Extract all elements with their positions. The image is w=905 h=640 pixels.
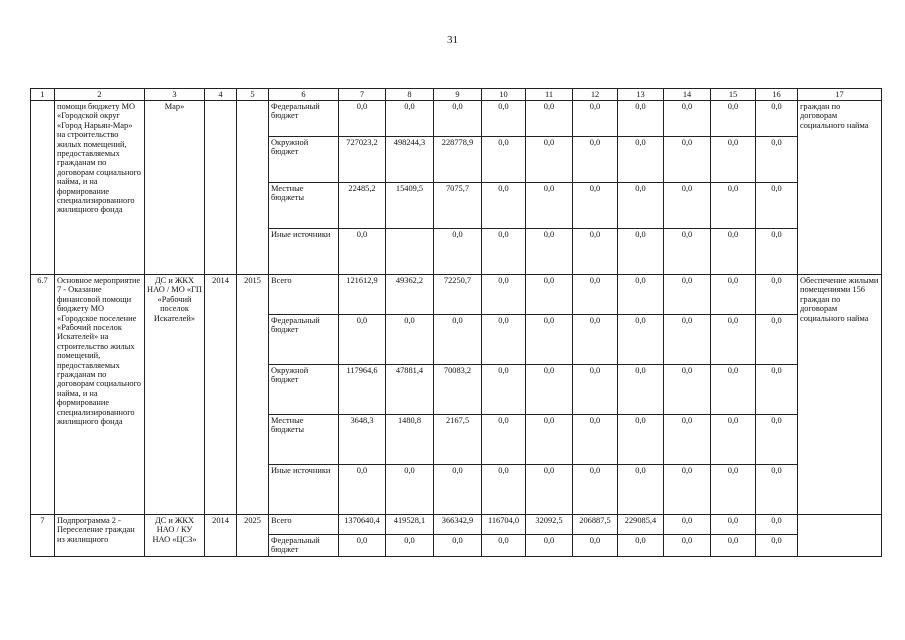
amount-cell: 0,0 bbox=[573, 137, 618, 183]
amount-cell: 0,0 bbox=[482, 315, 526, 365]
amount-cell: 366342,9 bbox=[434, 515, 482, 535]
col-header: 15 bbox=[711, 89, 756, 101]
amount-cell: 0,0 bbox=[386, 535, 434, 557]
funding-source: Федеральный бюджет bbox=[269, 315, 339, 365]
row-id: 7 bbox=[31, 515, 55, 557]
amount-cell: 0,0 bbox=[618, 101, 664, 137]
start-year bbox=[205, 101, 237, 275]
amount-cell: 0,0 bbox=[664, 515, 711, 535]
amount-cell: 0,0 bbox=[526, 535, 573, 557]
col-header: 14 bbox=[664, 89, 711, 101]
amount-cell: 0,0 bbox=[526, 415, 573, 465]
amount-cell: 0,0 bbox=[711, 365, 756, 415]
amount-cell: 0,0 bbox=[434, 229, 482, 275]
amount-cell: 0,0 bbox=[526, 365, 573, 415]
col-header: 12 bbox=[573, 89, 618, 101]
end-year bbox=[237, 101, 269, 275]
amount-cell: 0,0 bbox=[711, 415, 756, 465]
row-id bbox=[31, 101, 55, 275]
amount-cell: 206887,5 bbox=[573, 515, 618, 535]
start-year: 2014 bbox=[205, 275, 237, 515]
amount-cell: 0,0 bbox=[434, 315, 482, 365]
activity-name: Подпрограмма 2 - Переселение граждан из жилищного bbox=[55, 515, 145, 557]
amount-cell: 70083,2 bbox=[434, 365, 482, 415]
col-header: 13 bbox=[618, 89, 664, 101]
table-row bbox=[31, 101, 882, 137]
amount-cell: 1370640,4 bbox=[339, 515, 386, 535]
amount-cell: 0,0 bbox=[526, 183, 573, 229]
amount-cell: 0,0 bbox=[386, 101, 434, 137]
col-header: 11 bbox=[526, 89, 573, 101]
funding-source: Федеральный бюджет bbox=[269, 535, 339, 557]
amount-cell: 0,0 bbox=[482, 415, 526, 465]
amount-cell: 116704,0 bbox=[482, 515, 526, 535]
amount-cell: 0,0 bbox=[482, 137, 526, 183]
amount-cell: 0,0 bbox=[573, 183, 618, 229]
col-header: 9 bbox=[434, 89, 482, 101]
amount-cell: 0,0 bbox=[756, 465, 798, 515]
expected-result: граждан по договорам социального найма bbox=[798, 101, 882, 275]
page-number: 31 bbox=[447, 34, 458, 46]
amount-cell: 0,0 bbox=[711, 183, 756, 229]
amount-cell: 1480,8 bbox=[386, 415, 434, 465]
amount-cell: 0,0 bbox=[573, 315, 618, 365]
col-header: 6 bbox=[269, 89, 339, 101]
funding-source: Местные бюджеты bbox=[269, 415, 339, 465]
amount-cell: 15409,5 bbox=[386, 183, 434, 229]
amount-cell: 0,0 bbox=[573, 535, 618, 557]
amount-cell: 0,0 bbox=[434, 101, 482, 137]
amount-cell: 0,0 bbox=[618, 465, 664, 515]
amount-cell: 498244,3 bbox=[386, 137, 434, 183]
amount-cell: 0,0 bbox=[618, 315, 664, 365]
amount-cell: 0,0 bbox=[711, 515, 756, 535]
amount-cell: 0,0 bbox=[756, 275, 798, 315]
amount-cell: 121612,9 bbox=[339, 275, 386, 315]
col-header: 3 bbox=[145, 89, 205, 101]
amount-cell: 0,0 bbox=[482, 275, 526, 315]
amount-cell: 0,0 bbox=[664, 535, 711, 557]
amount-cell: 7075,7 bbox=[434, 183, 482, 229]
amount-cell: 72250,7 bbox=[434, 275, 482, 315]
amount-cell: 49362,2 bbox=[386, 275, 434, 315]
amount-cell: 0,0 bbox=[711, 465, 756, 515]
col-header: 16 bbox=[756, 89, 798, 101]
amount-cell: 0,0 bbox=[618, 535, 664, 557]
table-row bbox=[31, 515, 882, 535]
amount-cell: 47881,4 bbox=[386, 365, 434, 415]
amount-cell: 0,0 bbox=[573, 229, 618, 275]
amount-cell: 0,0 bbox=[664, 229, 711, 275]
col-header: 7 bbox=[339, 89, 386, 101]
amount-cell: 0,0 bbox=[618, 365, 664, 415]
amount-cell: 0,0 bbox=[434, 465, 482, 515]
end-year: 2025 bbox=[237, 515, 269, 557]
col-header: 2 bbox=[55, 89, 145, 101]
amount-cell: 0,0 bbox=[664, 183, 711, 229]
amount-cell: 0,0 bbox=[711, 101, 756, 137]
amount-cell: 0,0 bbox=[386, 315, 434, 365]
col-header: 5 bbox=[237, 89, 269, 101]
amount-cell: 2167,5 bbox=[434, 415, 482, 465]
amount-cell: 117964,6 bbox=[339, 365, 386, 415]
expected-result: Обеспечение жилыми помещениями 156 граждан по договорам социального найма bbox=[798, 275, 882, 515]
amount-cell: 0,0 bbox=[711, 229, 756, 275]
amount-cell: 0,0 bbox=[756, 535, 798, 557]
amount-cell: 0,0 bbox=[664, 137, 711, 183]
amount-cell: 0,0 bbox=[339, 315, 386, 365]
amount-cell: 0,0 bbox=[339, 465, 386, 515]
amount-cell: 0,0 bbox=[664, 101, 711, 137]
amount-cell: 0,0 bbox=[526, 315, 573, 365]
amount-cell: 0,0 bbox=[664, 365, 711, 415]
amount-cell: 0,0 bbox=[573, 101, 618, 137]
funding-source: Всего bbox=[269, 275, 339, 315]
expected-result bbox=[798, 515, 882, 557]
amount-cell: 0,0 bbox=[664, 415, 711, 465]
amount-cell: 0,0 bbox=[756, 101, 798, 137]
amount-cell: 0,0 bbox=[526, 101, 573, 137]
amount-cell: 0,0 bbox=[482, 183, 526, 229]
amount-cell: 0,0 bbox=[756, 515, 798, 535]
amount-cell: 0,0 bbox=[756, 183, 798, 229]
amount-cell: 228778,9 bbox=[434, 137, 482, 183]
funding-source: Окружной бюджет bbox=[269, 137, 339, 183]
amount-cell: 0,0 bbox=[664, 315, 711, 365]
amount-cell: 0,0 bbox=[339, 101, 386, 137]
amount-cell: 22485,2 bbox=[339, 183, 386, 229]
amount-cell: 0,0 bbox=[756, 315, 798, 365]
executor: ДС и ЖКХ НАО / КУ НАО «ЦСЗ» bbox=[145, 515, 205, 557]
funding-source: Всего bbox=[269, 515, 339, 535]
funding-source: Окружной бюджет bbox=[269, 365, 339, 415]
col-header: 4 bbox=[205, 89, 237, 101]
amount-cell: 0,0 bbox=[711, 137, 756, 183]
col-header: 1 bbox=[31, 89, 55, 101]
col-header: 17 bbox=[798, 89, 882, 101]
row-id: 6.7 bbox=[31, 275, 55, 515]
funding-source: Иные источники bbox=[269, 465, 339, 515]
amount-cell: 0,0 bbox=[434, 535, 482, 557]
amount-cell: 0,0 bbox=[618, 183, 664, 229]
amount-cell: 0,0 bbox=[482, 101, 526, 137]
amount-cell: 32092,5 bbox=[526, 515, 573, 535]
amount-cell: 0,0 bbox=[756, 229, 798, 275]
amount-cell: 0,0 bbox=[573, 365, 618, 415]
funding-source: Местные бюджеты bbox=[269, 183, 339, 229]
amount-cell: 0,0 bbox=[618, 415, 664, 465]
amount-cell: 3648,3 bbox=[339, 415, 386, 465]
activity-name: помощи бюджету МО «Городской округ «Город Нарьян-Мар» на строительство жилых помещений, предоставляемых гражданам по договорам социального найма, и на формирование специализированного жилищного фонда bbox=[55, 101, 145, 275]
amount-cell: 0,0 bbox=[482, 365, 526, 415]
amount-cell: 0,0 bbox=[482, 535, 526, 557]
table-row bbox=[31, 275, 882, 315]
funding-source: Иные источники bbox=[269, 229, 339, 275]
amount-cell: 0,0 bbox=[711, 535, 756, 557]
amount-cell: 0,0 bbox=[618, 137, 664, 183]
amount-cell: 419528,1 bbox=[386, 515, 434, 535]
amount-cell: 0,0 bbox=[573, 465, 618, 515]
end-year: 2015 bbox=[237, 275, 269, 515]
header-row bbox=[31, 89, 882, 101]
amount-cell bbox=[386, 229, 434, 275]
col-header: 8 bbox=[386, 89, 434, 101]
amount-cell: 0,0 bbox=[756, 415, 798, 465]
amount-cell: 0,0 bbox=[756, 365, 798, 415]
funding-source: Федеральный бюджет bbox=[269, 101, 339, 137]
amount-cell: 0,0 bbox=[526, 229, 573, 275]
amount-cell: 0,0 bbox=[711, 315, 756, 365]
amount-cell: 0,0 bbox=[339, 229, 386, 275]
amount-cell: 0,0 bbox=[711, 275, 756, 315]
amount-cell: 0,0 bbox=[526, 137, 573, 183]
amount-cell: 0,0 bbox=[482, 229, 526, 275]
amount-cell: 229085,4 bbox=[618, 515, 664, 535]
amount-cell: 0,0 bbox=[482, 465, 526, 515]
executor: ДС и ЖКХ НАО / МО «ГП «Рабочий поселок Искателей» bbox=[145, 275, 205, 515]
amount-cell: 0,0 bbox=[618, 275, 664, 315]
amount-cell: 0,0 bbox=[386, 465, 434, 515]
amount-cell: 0,0 bbox=[664, 465, 711, 515]
amount-cell: 0,0 bbox=[573, 275, 618, 315]
amount-cell: 0,0 bbox=[526, 465, 573, 515]
amount-cell: 727023,2 bbox=[339, 137, 386, 183]
amount-cell: 0,0 bbox=[756, 137, 798, 183]
amount-cell: 0,0 bbox=[573, 415, 618, 465]
col-header: 10 bbox=[482, 89, 526, 101]
executor: Мар» bbox=[145, 101, 205, 275]
amount-cell: 0,0 bbox=[339, 535, 386, 557]
amount-cell: 0,0 bbox=[526, 275, 573, 315]
start-year: 2014 bbox=[205, 515, 237, 557]
budget-table bbox=[30, 88, 882, 557]
amount-cell: 0,0 bbox=[664, 275, 711, 315]
activity-name: Основное мероприятие 7 - Оказание финансовой помощи бюджету МО «Городское поселение «Рабочий поселок Искателей» на строительство жилых помещений, предоставляемых гражданам по договорам социального найма, и на формирование специализированного жилищного фонда bbox=[55, 275, 145, 515]
amount-cell: 0,0 bbox=[618, 229, 664, 275]
